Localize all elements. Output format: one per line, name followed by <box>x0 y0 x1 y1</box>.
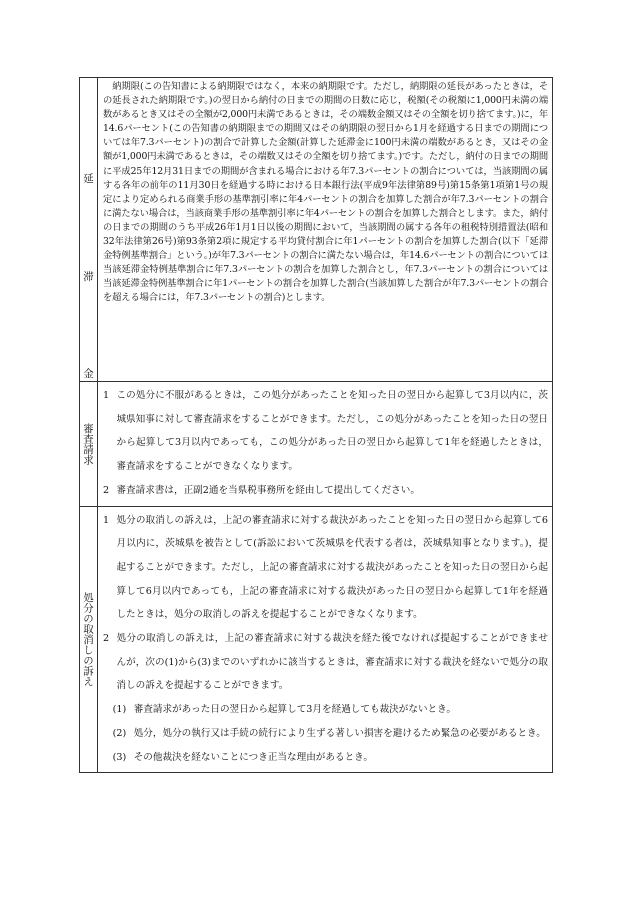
label-char: 金 <box>83 368 94 380</box>
notice-table <box>79 77 553 773</box>
table-row <box>80 506 553 773</box>
row-content-cell <box>98 506 553 773</box>
row-label-torikeshi: 処分の取消しの訴え <box>82 592 94 687</box>
label-char: 滞 <box>83 270 94 283</box>
row-label-shinsa: 審査請求 <box>82 422 94 465</box>
label-char: 延 <box>83 173 94 185</box>
row-label-cell <box>80 78 98 382</box>
list-item: 2 処分の取消しの訴えは，上記の審査請求に対する裁決を経た後でなければ提起することができませんが，次の(1)から(3)までのいずれかに該当するときは，審査請求に対する裁決を経ないで処分の取消しの訴えを提起することができます。 <box>103 633 548 692</box>
list-item: 2 審査請求書は，正副2通を当県税事務所を経由して提出してください。 <box>103 484 420 496</box>
table-row <box>80 382 553 507</box>
row-content-cell <box>98 78 553 382</box>
row-label-entaikin <box>80 171 97 381</box>
list-item: 1 処分の取消しの訴えは，上記の審査請求に対する裁決があったことを知った日の翌日から起算して6月以内に，茨城県を被告として(訴訟において茨城県を代表する者は，茨城県知事となります。)，提起することができます。ただし，上記の審査請求に対する裁決があったことを知った日の翌日から起算して6月以内であっても，上記の審査請求に対する裁決があった日の翌日から起算して1年を経過したときは，処分の取消しの訴えを提起することができなくなります。 <box>103 514 548 621</box>
row-content-cell <box>98 382 553 507</box>
list-item: 1 この処分に不服があるときは，この処分があったことを知った日の翌日から起算して3月以内に，茨城県知事に対して審査請求をすることができます。ただし，この処分があったことを知った日の翌日から起算して3月以内であっても，この処分があった日の翌日から起算して1年を経過したときは，審査請求をすることができなくなります。 <box>103 390 548 473</box>
sub-list-item: (1) 審査請求があった日の翌日から起算して3月を経過しても裁決がないとき。 <box>112 704 456 716</box>
row-label-cell <box>80 506 98 773</box>
sub-list-item: (2) 処分，処分の執行又は手続の続行により生ずる著しい損害を避けるため緊急の必要があるとき。 <box>112 727 546 739</box>
table-row <box>80 78 553 382</box>
late-fee-paragraph: 納期限(この告知書による納期限ではなく，本来の納期限です。ただし，納期限の延長があったときは，その延長された納期限です。)の翌日から納付の日までの期間の日数に応じ，税額(その税額に1,000円未満の端数があるとき又はその全額が2,000円未満であるときは，その端数金額又はその全額を切り捨てます。)に，年14.6パーセント(この告知書の納期限までの期間又はその納期限の翌日から1月を経過する日までの期間については年7.3パーセント)の割合で計算した金額(計算した延滞金に100円未満の端数があるとき，又はその金額が1,000円未満であるときは，その端数又はその全額を切り捨てます。)です。ただし，納付の日までの期間に平成25年12月31日までの期間が含まれる場合における年7.3パーセントの割合については，当該期間の属する各年の前年の11月30日を経過する時における日本銀行法(平成9年法律第89号)第15条第1項第1号の規定により定められる商業手形の基準割引率に年4パーセントの割合を加算した割合が年7.3パーセントの割合に満たない場合は，当該商業手形の基準割引率に年4パーセントの割合を加算した割合とします。また，納付の日までの期間のうち平成26年1月1日以後の期間において，当該期間の属する各年の租税特別措置法(昭和32年法律第26号)第93条第2項に規定する平均貸付割合に年1パーセントの割合を加算した割合(以下「延滞金特例基準割合」という。)が年7.3パーセントの割合に満たない場合は，年14.6パーセントの割合については当該延滞金特例基準割合に年7.3パーセントの割合を加算した割合とし，年7.3パーセントの割合については当該延滞金特例基準割合に年1パーセントの割合を加算した割合(当該加算した割合が年7.3パーセントの割合を超える場合には，年7.3パーセントの割合)とします。 <box>103 81 548 304</box>
sub-list-item: (3) その他裁決を経ないことにつき正当な理由があるとき。 <box>112 751 373 763</box>
row-label-cell <box>80 382 98 507</box>
